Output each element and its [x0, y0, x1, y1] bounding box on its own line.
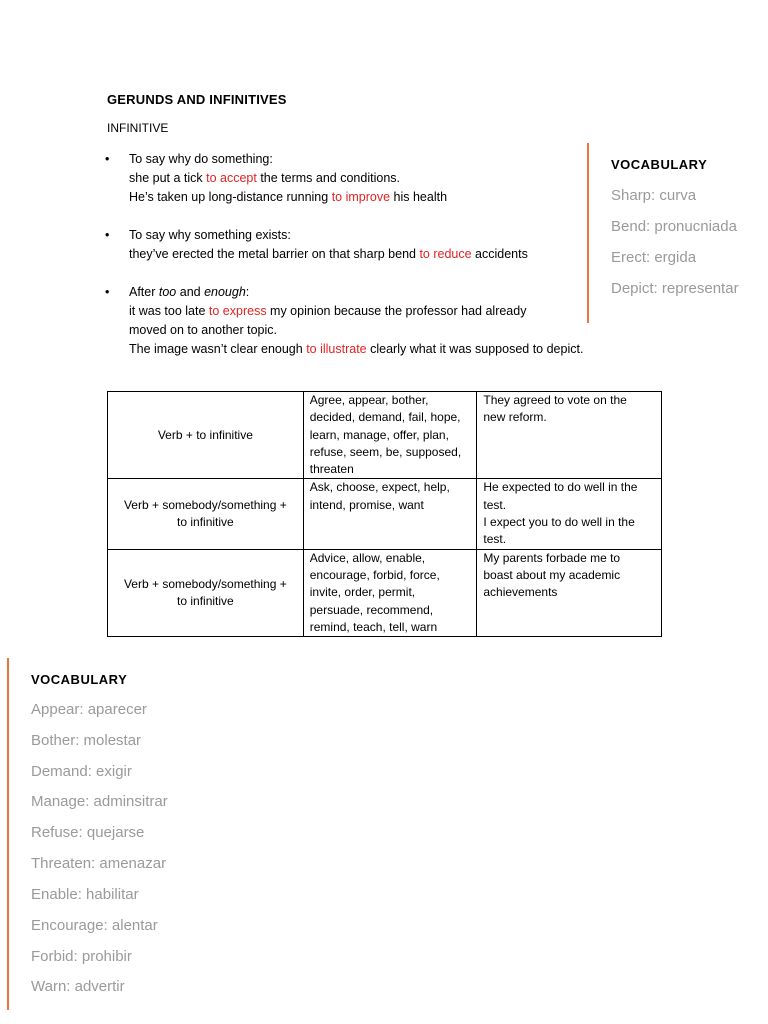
side-vocabulary-box [587, 143, 768, 323]
text-segment: After [129, 285, 159, 299]
text-segment: it was too late [129, 304, 209, 318]
text-segment: moved on to another topic. [129, 323, 278, 337]
cell-text: I expect you to do well in the [483, 515, 635, 530]
vocabulary-item: Forbid: prohibir [31, 948, 132, 965]
highlighted-infinitive: to reduce [419, 247, 472, 261]
bullet-dot-icon: • [105, 228, 110, 242]
cell-text: achievements [483, 585, 558, 600]
bullet-line [129, 150, 447, 169]
bullet-line [129, 340, 583, 359]
cell-text: persuade, recommend, [309, 602, 434, 617]
pattern-cell [108, 392, 304, 479]
cell-text: He expected to do well in the [483, 480, 638, 495]
example-cell [477, 392, 662, 479]
vocabulary-item: Depict: representar [611, 280, 739, 297]
text-segment: his health [390, 190, 448, 204]
vocabulary-item: Bother: molestar [31, 732, 142, 749]
bullet-text [129, 150, 447, 207]
text-segment: : [245, 285, 250, 299]
verbs-cell [303, 392, 477, 479]
table-row [108, 549, 662, 636]
vocabulary-item: Appear: aparecer [31, 701, 147, 718]
cell-text: new reform. [483, 410, 547, 425]
bullet-line [129, 321, 583, 340]
cell-text: decided, demand, fail, hope, [309, 410, 461, 425]
vocabulary-item: Encourage: alentar [31, 917, 158, 934]
infinitive-patterns-table [107, 391, 662, 637]
vocabulary-item: Threaten: amenazar [31, 855, 167, 872]
cell-text: Advice, allow, enable, [309, 550, 426, 565]
cell-text: boast about my academic [483, 567, 621, 582]
bottom-vocabulary-box [7, 658, 309, 1010]
cell-text: learn, manage, offer, plan, [309, 427, 449, 442]
text-segment: To say why something exists: [129, 228, 291, 242]
bullet-line [129, 188, 447, 207]
cell-text: invite, order, permit, [309, 585, 416, 600]
vocabulary-item: Sharp: curva [611, 187, 697, 204]
highlighted-infinitive: to accept [206, 171, 257, 185]
text-segment: the terms and conditions. [256, 171, 400, 185]
example-cell [477, 479, 662, 549]
cell-text: remind, teach, tell, warn [309, 619, 438, 634]
cell-text: Verb + to infinitive [157, 427, 253, 442]
highlighted-infinitive: to express [208, 304, 267, 318]
bullet-line [129, 169, 447, 188]
bullet-text [129, 283, 583, 359]
text-segment: they’ve erected the metal barrier on that sharp bend [129, 247, 420, 261]
cell-text: test. [483, 532, 507, 547]
text-segment: accidents [471, 247, 528, 261]
vocabulary-heading: VOCABULARY [611, 157, 708, 172]
vocabulary-item: Erect: ergida [611, 249, 697, 266]
pattern-cell [108, 479, 304, 549]
text-segment: To say why do something: [129, 152, 273, 166]
highlighted-infinitive: to improve [331, 190, 391, 204]
text-segment: too [158, 285, 177, 299]
pattern-cell [108, 549, 304, 636]
verbs-cell [303, 479, 477, 549]
cell-text: to infinitive [177, 593, 234, 608]
bullet-text [129, 226, 528, 264]
text-segment: He’s taken up long-distance running [129, 190, 332, 204]
cell-text: Ask, choose, expect, help, [309, 480, 450, 495]
bullet-dot-icon: • [105, 152, 110, 166]
bullet-line [129, 226, 528, 245]
text-segment: she put a tick [129, 171, 207, 185]
cell-text: Agree, appear, bother, [309, 393, 429, 407]
text-segment: The image wasn’t clear enough [129, 342, 307, 356]
bullet-dot-icon: • [105, 285, 110, 299]
text-segment: enough [204, 285, 246, 299]
cell-text: They agreed to vote on the [483, 393, 627, 407]
cell-text: My parents forbade me to [483, 550, 621, 565]
cell-text: intend, promise, want [309, 497, 424, 512]
vocabulary-heading: VOCABULARY [31, 672, 128, 687]
cell-text: refuse, seem, be, supposed, [309, 444, 462, 459]
cell-text: encourage, forbid, force, [309, 567, 440, 582]
cell-text: Verb + somebody/something + [123, 576, 287, 591]
section-subtitle: INFINITIVE [107, 121, 169, 135]
vocabulary-item: Warn: advertir [31, 978, 125, 995]
text-segment: and [176, 285, 205, 299]
bullet-line [129, 302, 583, 321]
example-cell [477, 549, 662, 636]
cell-text: threaten [309, 462, 354, 477]
cell-text: test. [483, 497, 507, 512]
cell-text: to infinitive [177, 515, 234, 530]
text-segment: my opinion because the professor had already [266, 304, 527, 318]
bullet-line [129, 245, 528, 264]
table-row [108, 479, 662, 549]
vocabulary-item: Demand: exigir [31, 763, 132, 780]
table-row [108, 392, 662, 479]
vocabulary-item: Refuse: quejarse [31, 824, 145, 841]
cell-text: Verb + somebody/something + [123, 497, 287, 512]
highlighted-infinitive: to illustrate [306, 342, 367, 356]
vocabulary-item: Manage: adminsitrar [31, 793, 168, 810]
verbs-cell [303, 549, 477, 636]
bullet-line [129, 283, 583, 302]
vocabulary-item: Enable: habilitar [31, 886, 139, 903]
page-title: GERUNDS AND INFINITIVES [107, 92, 287, 107]
text-segment: clearly what it was supposed to depict. [366, 342, 584, 356]
vocabulary-item: Bend: pronucniada [611, 218, 737, 235]
